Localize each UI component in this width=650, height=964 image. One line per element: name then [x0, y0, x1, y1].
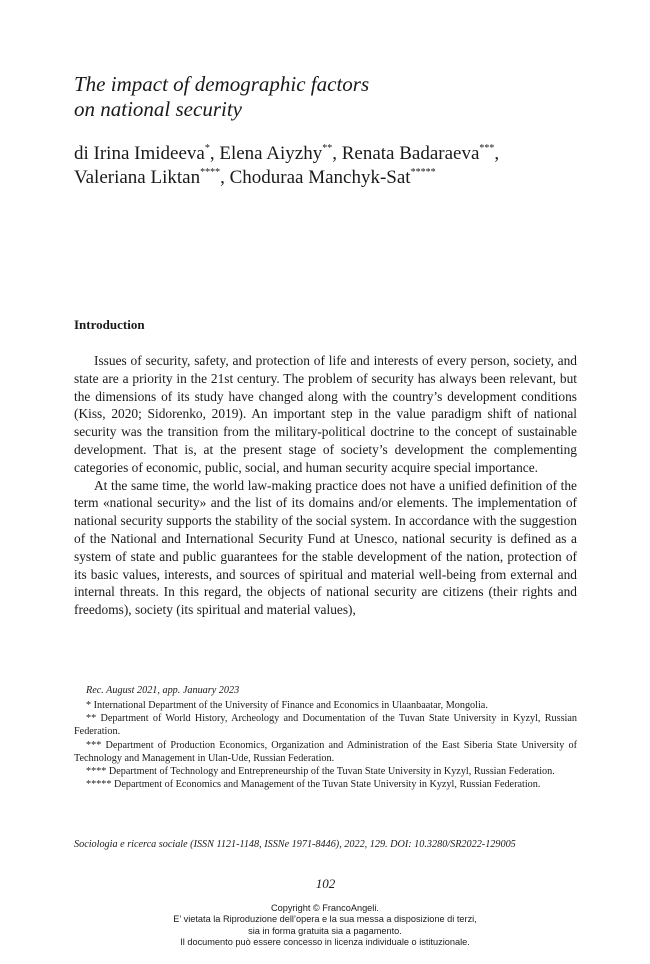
copyright-line: Copyright © FrancoAngeli. [271, 903, 379, 913]
copyright-line: sia in forma gratuita sia a pagamento. [248, 925, 402, 936]
journal-citation: Sociologia e ricerca sociale (ISSN 1121-1148, ISSNe 1971-8446), 2022, 129. DOI: 10.3280/SR2022-129005 [74, 839, 516, 850]
author-name: Irina Imideeva [93, 143, 205, 164]
author-footnote-mark: * [204, 143, 210, 154]
authors-prefix: di [74, 143, 94, 164]
title-line-2: on national security [74, 97, 242, 121]
copyright-line: Il documento può essere concesso in licenza individuale o istituzionale. [180, 937, 470, 948]
footnote: * International Department of the University of Finance and Economics in Ulaanbaatar, Mongolia. [86, 700, 488, 711]
author-name: Renata Badaraeva [341, 143, 480, 164]
section-heading: Introduction [74, 317, 145, 332]
page-number: 102 [315, 876, 336, 891]
body-paragraph: Issues of security, safety, and protection of life and interests of every person, society, and state are a priority in the 21st century. The problem of security has always been relevant, but the dimensions of its study have changed along with the country’s development conditions (Kiss, 2020; Sidorenko, 2019). An important step in the value paradigm shift of national security was the transition from the military-political doctrine to the concept of sustainable development. That is, at the present stage of society’s development the complementing categories of economic, public, social, and human security acquire special importance. [74, 353, 577, 475]
footnote: *** Department of Production Economics, Organization and Administration of the East Siberia State University of Technology and Management in Ulan-Ude, Russian Federation. [74, 739, 577, 764]
footnotes [74, 683, 577, 791]
author-separator: , [332, 143, 342, 164]
author-footnote-mark: ***** [410, 167, 436, 178]
author-list [74, 142, 577, 190]
footnote: ** Department of World History, Archeology and Documentation of the Tuvan State University in Kyzyl, Russian Federation. [74, 713, 577, 738]
received-dates: Rec. August 2021, app. January 2023 [86, 685, 240, 696]
author-name: Choduraa Manchyk-Sat [229, 167, 411, 188]
body-paragraph: At the same time, the world law-making practice does not have a unified definition of the term «national security» and the list of its domains and/or elements. The implementation of national security supports the stability of the social system. In accordance with the suggestion of the National and International Security Fund at Unesco, national security is defined as a system of state and public guarantees for the stable development of the nation, protection of its basic values, interests, and sources of spiritual and material well-being from external and internal threats. In this regard, the objects of national security are citizens (their rights and freedoms), society (its spiritual and material values), [74, 477, 577, 618]
copyright-line: E’ vietata la Riproduzione dell’opera e la sua messa a disposizione di terzi, [173, 914, 477, 925]
author-name: Valeriana Liktan [74, 167, 201, 188]
author-separator: , [209, 143, 220, 164]
author-footnote-mark: ** [322, 143, 333, 154]
author-separator: , [494, 143, 500, 164]
article-title [74, 72, 577, 122]
author-footnote-mark: **** [200, 167, 221, 178]
footnote: **** Department of Technology and Entrepreneurship of the Tuvan State University in Kyzyl, Russian Federation. [86, 766, 555, 778]
author-footnote-mark: *** [479, 143, 495, 154]
author-name: Elena Aiyzhy [219, 143, 323, 164]
author-separator: , [220, 167, 230, 188]
body-text [74, 352, 577, 619]
copyright-notice [0, 903, 650, 949]
footnote: ***** Department of Economics and Management of the Tuvan State University in Kyzyl, Russian Federation. [86, 779, 541, 791]
title-line-1: The impact of demographic factors [74, 72, 370, 96]
